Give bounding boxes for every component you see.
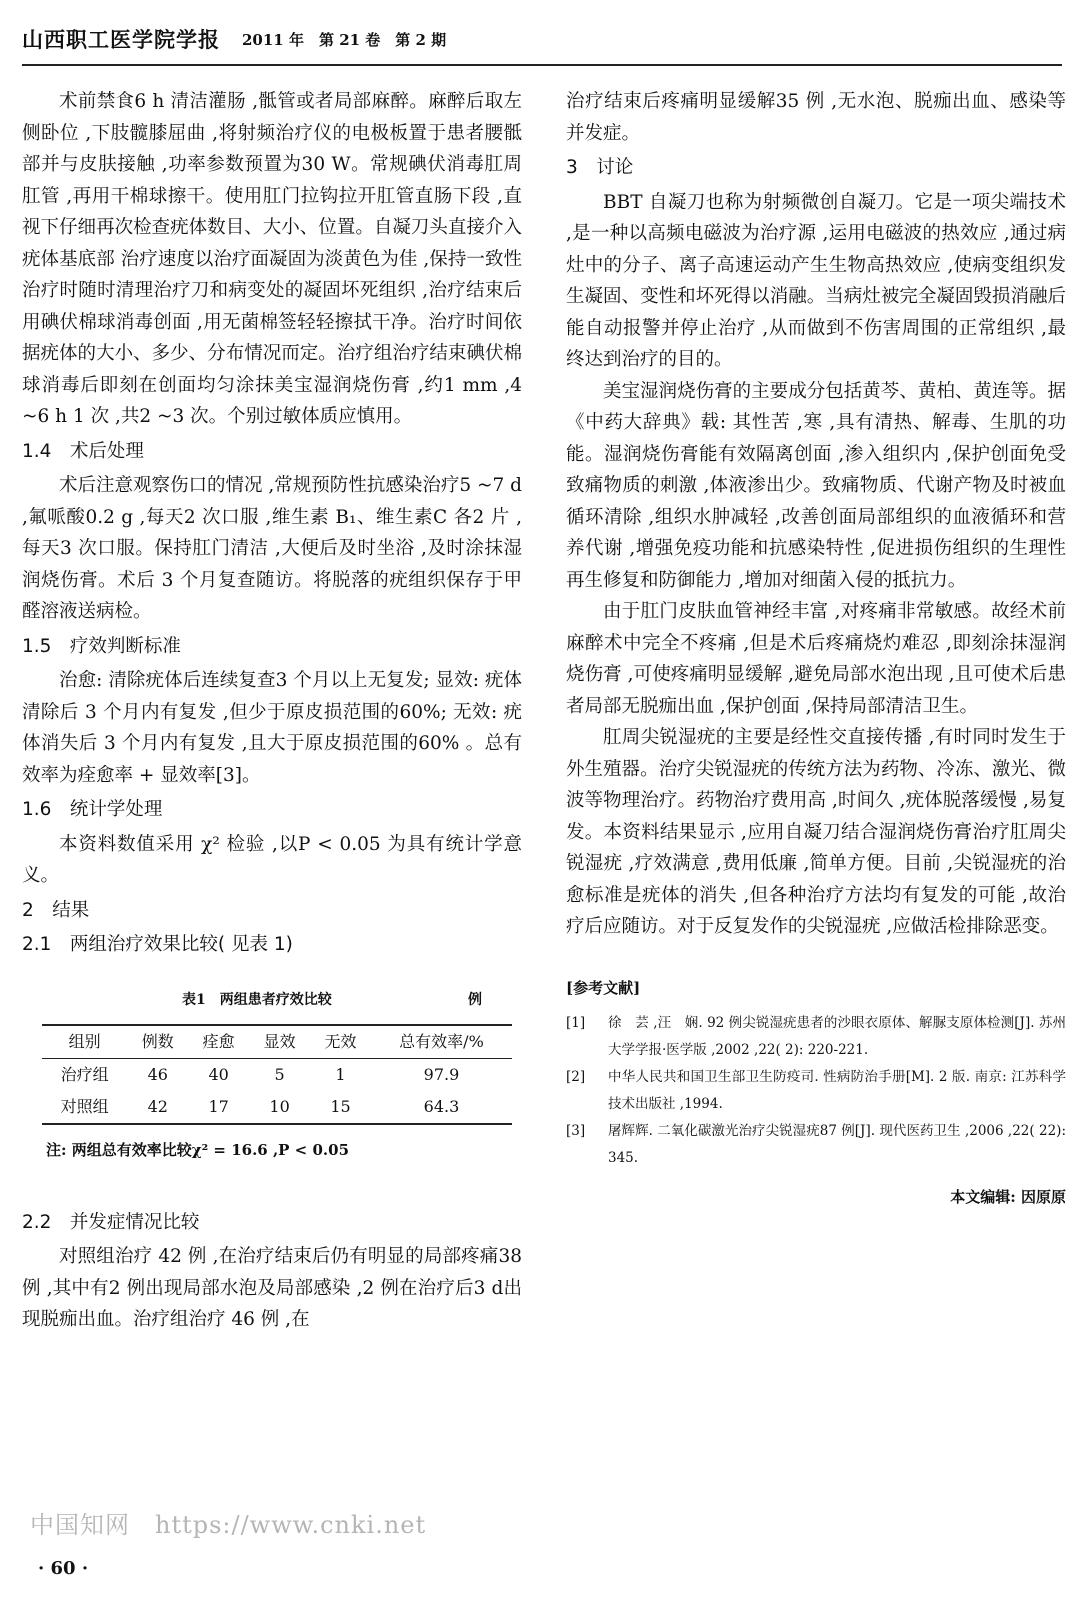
table-cell: 42 [147, 1097, 168, 1116]
paragraph: 术后注意观察伤口的情况 ,常规预防性抗感染治疗5 ~7 d ,氟哌酸0.2 g ,每天2 次口服 ,维生素 B₁、维生素C 各2 片 ,每天3 次口服。保持肛门清洁 ,大便后及时坐浴 ,及时涂抹湿润烧伤膏。术后 3 个月复查随访。将脱落的疣组织保存于甲醛溶液送病检。 [22, 475, 522, 622]
paragraph: BBT 自凝刀也称为射频微创自凝刀。它是一项尖端技术 ,是一种以高频电磁波为治疗源 ,运用电磁波的热效应 ,通过病灶中的分子、离子高速运动产生生物高热效应 ,使病变组织发生凝固、变性和坏死得以消融。当病灶被完全凝固毁损消融后能自动报警并停止治疗 ,从而做到不伤害周围的正常组织 ,最终达到治疗的目的。 [566, 191, 1066, 370]
table-cell: 15 [330, 1097, 351, 1116]
table-cell: 64.3 [423, 1097, 460, 1116]
paragraph: 肛周尖锐湿疣的主要是经性交直接传播 ,有时同时发生于外生殖器。治疗尖锐湿疣的传统方法为药物、冷冻、激光、微波等物理治疗。药物治疗费用高 ,时间久 ,疣体脱落缓慢 ,易复发。本资料结果显示 ,应用自凝刀结合湿润烧伤膏治疗肛周尖锐湿疣 ,疗效满意 ,费用低廉 ,简单方便。目前 ,尖锐湿疣的治愈标准是疣体的消失 ,但各种治疗方法均有复发的可能 ,故治疗后应随访。对于反复发作的尖锐湿疣 ,应做活检排除恶变。 [566, 727, 1066, 937]
table-cell: 5 [274, 1065, 285, 1084]
section-heading: 3 讨论 [566, 157, 634, 178]
reference-text: 屠辉辉. 二氧化碳激光治疗尖锐湿疣87 例[J]. 现代医药卫生 ,2006 ,22( 22): 345. [608, 1123, 1066, 1166]
reference-number: [3] [566, 1123, 586, 1139]
reference-item [566, 1118, 1066, 1172]
table-header-cell: 总有效率/% [399, 1032, 484, 1051]
section-heading: 2.2 并发症情况比较 [22, 1211, 200, 1233]
table-cell: 1 [335, 1065, 346, 1084]
table-header-cell: 显效 [263, 1032, 296, 1051]
table-cell: 46 [147, 1065, 168, 1084]
page-header [22, 14, 1062, 66]
paragraph: 美宝湿润烧伤膏的主要成分包括黄芩、黄柏、黄连等。据《中药大辞典》载: 其性苦 ,寒 ,具有清热、解毒、生肌的功能。湿润烧伤膏能有效隔离创面 ,渗入组织内 ,保护创面免受致痛物质的刺激 ,体液渗出少。致痛物质、代谢产物及时被血循环清除 ,组织水肿减轻 ,改善创面局部组织的血液循环和营养代谢 ,增强免疫功能和抗感染特性 ,促进损伤组织的生理性再生修复和防御能力 ,增加对细菌入侵的抵抗力。 [566, 380, 1066, 591]
results-table [42, 1024, 512, 1125]
table-cell: 17 [208, 1097, 229, 1116]
cnki-watermark: 中国知网 https://www.cnki.net [30, 1511, 427, 1539]
table-cell: 对照组 [60, 1097, 109, 1116]
reference-text: 徐 芸 ,汪 娴. 92 例尖锐湿疣患者的沙眼衣原体、解脲支原体检测[J]. 苏州大学学报·医学版 ,2002 ,22( 2): 220-221. [608, 1015, 1066, 1058]
table-cell: 40 [208, 1065, 229, 1084]
table-header-cell: 例数 [141, 1032, 174, 1051]
reference-number: [1] [566, 1015, 586, 1031]
table-cell: 97.9 [423, 1065, 460, 1084]
table-header-cell: 痊愈 [202, 1032, 235, 1051]
editor-credit: 本文编辑: 因原原 [950, 1188, 1066, 1206]
references-title: [参考文献] [566, 978, 641, 997]
paragraph: 治愈: 清除疣体后连续复查3 个月以上无复发; 显效: 疣体清除后 3 个月内有复发 ,但少于原皮损范围的60%; 无效: 疣体消失后 3 个月内有复发 ,且大于原皮损范围的60% 。总有效率为痊愈率 + 显效率[3]。 [22, 670, 522, 786]
table-cell: 10 [269, 1097, 290, 1116]
section-heading: 1.4 术后处理 [22, 440, 144, 462]
table-unit: 例 [468, 991, 482, 1008]
table-row [42, 1059, 512, 1092]
table-row [42, 1091, 512, 1124]
reference-item [566, 1010, 1066, 1064]
table-note: 注: 两组总有效率比较χ² = 16.6 ,P < 0.05 [46, 1141, 350, 1159]
table-caption [22, 985, 522, 1017]
paragraph: 由于肛门皮肤血管神经丰富 ,对疼痛非常敏感。故经术前麻醉术中完全不疼痛 ,但是术后疼痛烧灼难忍 ,即刻涂抹湿润烧伤膏 ,可使疼痛明显缓解 ,避免局部水泡出现 ,且可使术后患者局部无脱痂出血 ,保护创面 ,保持局部清洁卫生。 [566, 601, 1066, 717]
paragraph: 本资料数值采用 χ² 检验 ,以P < 0.05 为具有统计学意义。 [22, 833, 522, 886]
table-header-cell: 无效 [324, 1032, 357, 1051]
left-column [22, 86, 522, 1336]
section-heading: 2.1 两组治疗效果比较( 见表 1) [22, 934, 293, 955]
section-heading: 1.5 疗效判断标准 [22, 635, 181, 657]
reference-text: 中华人民共和国卫生部卫生防疫司. 性病防治手册[M]. 2 版. 南京: 江苏科学技术出版社 ,1994. [608, 1069, 1066, 1112]
issue-info: 2011 年 第 21 卷 第 2 期 [242, 30, 447, 49]
reference-number: [2] [566, 1069, 586, 1085]
right-column [566, 86, 1066, 1214]
page-number: · 60 · [38, 1558, 89, 1579]
results-table-block [22, 985, 522, 1167]
table-cell: 治疗组 [60, 1065, 109, 1084]
table-title: 表1 两组患者疗效比较 [182, 991, 332, 1008]
journal-title: 山西职工医学院学报 [22, 28, 220, 52]
section-heading: 2 结果 [22, 899, 90, 921]
table-header-row [42, 1025, 512, 1059]
paragraph: 对照组治疗 42 例 ,在治疗结束后仍有明显的局部疼痛38 例 ,其中有2 例出现局部水泡及局部感染 ,2 例在治疗后3 d出现脱痂出血。治疗组治疗 46 例 ,在 [22, 1246, 522, 1330]
table-header-cell: 组别 [68, 1032, 101, 1051]
section-heading: 1.6 统计学处理 [22, 799, 163, 820]
paragraph: 治疗结束后疼痛明显缓解35 例 ,无水泡、脱痂出血、感染等并发症。 [566, 91, 1066, 144]
reference-item [566, 1064, 1066, 1118]
paragraph: 术前禁食6 h 清洁灌肠 ,骶管或者局部麻醉。麻醉后取左侧卧位 ,下肢髋膝屈曲 ,将射频治疗仪的电极板置于患者腰骶部并与皮肤接触 ,功率参数预置为30 W。常规碘伏消毒肛周肛管 ,再用干棉球擦干。使用肛门拉钩拉开肛管直肠下段 ,直视下仔细再次检查疣体数目、大小、位置。自凝刀头直接介入疣体基底部 治疗速度以治疗面凝固为淡黄色为佳 ,保持一致性 治疗时随时清理治疗刀和病变处的凝固坏死组织 ,治疗结束后用碘伏棉球消毒创面 ,用无菌棉签轻轻擦拭干净。治疗时间依据疣体的大小、多少、分布情况而定。治疗组治疗结束碘伏棉球消毒后即刻在创面均匀涂抹美宝湿润烧伤膏 ,约1 mm ,4 ~6 h 1 次 ,共2 ~3 次。个别过敏体质应慎用。 [22, 91, 522, 427]
